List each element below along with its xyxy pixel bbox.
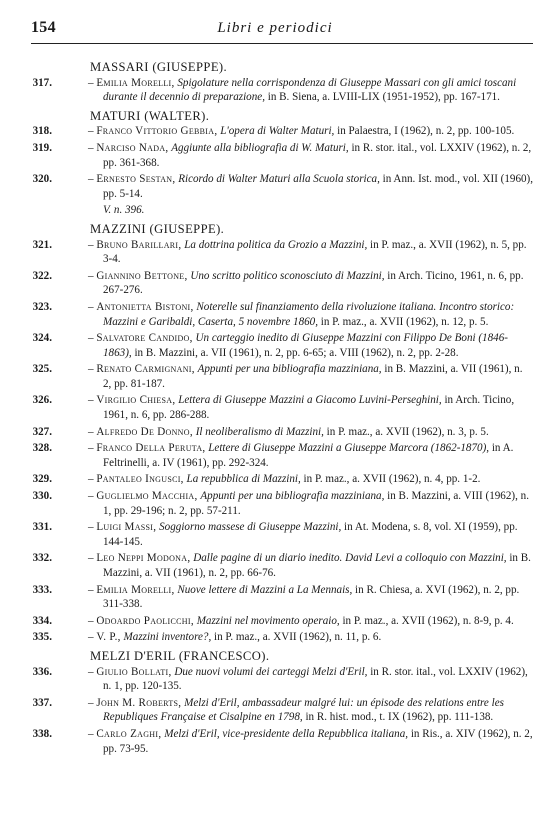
- entry-title: Noterelle sul finanziamento della rivoluzione italiana. Incontro storico: Mazzini e Garibaldi, Caserta, 5 novembre 1860,: [103, 300, 515, 328]
- entry-title: L'opera di Walter Maturi,: [220, 125, 335, 138]
- entry-author: Virgilio Chiesa,: [96, 394, 176, 407]
- entry-source: in Arch. Ticino, 1961, n. 6, pp. 286-288.: [103, 394, 515, 422]
- section-heading: MASSARI (GIUSEPPE).: [90, 60, 228, 74]
- entry-number: 321.: [32, 238, 52, 251]
- page-header: [0, 0, 550, 40]
- entry-author: V. P.,: [96, 631, 121, 644]
- section-heading: MAZZINI (GIUSEPPE).: [90, 221, 225, 236]
- entry-number: 317.: [32, 76, 52, 89]
- entry-title: Dalle pagine di un diario inedito. David Levi a colloquio con Mazzini,: [193, 552, 507, 565]
- entry-title: Lettere di Giuseppe Mazzini a Giuseppe Marcora (1862-1870),: [208, 442, 490, 455]
- bibliography-list: [30, 60, 533, 758]
- entry-source: in B. Mazzini, a. VII (1961), n. 2, pp. 66-76.: [103, 552, 531, 579]
- running-title: Libri e periodici: [217, 20, 333, 36]
- entry-author: Pantaleo Ingusci,: [96, 473, 184, 486]
- entry-title: Spigolature nella corrispondenza di Giuseppe Massari con gli amici toscani durante il decennio di preparazione,: [103, 76, 517, 104]
- entry-number: 322.: [32, 269, 52, 282]
- entry-number: 331.: [32, 521, 52, 534]
- bibliography-entry: 329. – Pantaleo Ingusci, La repubblica di Mazzini, in P. maz., a. XVII (1962), n. 4, pp. 1-2.: [30, 472, 533, 487]
- bibliography-entry: 331. – Luigi Massi, Soggiorno massese di Giuseppe Mazzini, in At. Modena, s. 8, vol. XI (1959), pp. 144-145.: [30, 520, 533, 549]
- entry-number: 334.: [32, 614, 52, 627]
- entry-title: Soggiorno massese di Giuseppe Mazzini,: [159, 521, 342, 534]
- entry-number: 324.: [32, 332, 52, 345]
- entry-source: in Ris., a. XIV (1962), n. 2, pp. 73-95.: [103, 727, 533, 755]
- entry-source: in R. hist. mod., t. IX (1962), pp. 111-138.: [305, 711, 494, 724]
- entry-title: Due nuovi volumi dei carteggi Melzi d'Eril,: [174, 665, 368, 678]
- entry-title: Uno scritto politico sconosciuto di Mazzini,: [190, 269, 385, 282]
- bibliography-entry: 337. – John M. Roberts, Melzi d'Eril, ambassadeur malgré lui: un épisode des relations entre les Republiques Française et Cisalpine en 1798, in R. hist. mod., t. IX (1962), pp. 111-138.: [30, 696, 533, 725]
- entry-author: Odoardo Paolicchi,: [96, 614, 194, 627]
- entry-source: in R. stor. ital., vol. LXXIV (1962), n. 1, pp. 120-135.: [103, 665, 528, 693]
- entry-source: in P. maz., a. XVII (1962), n. 11, p. 6.: [214, 631, 382, 644]
- entry-title: Mazzini nel movimento operaio,: [196, 614, 340, 627]
- entry-author: Bruno Barillari,: [96, 238, 182, 251]
- entry-title: Lettera di Giuseppe Mazzini a Giacomo Luvini-Perseghini,: [178, 394, 442, 407]
- entry-author: Giulio Bollati,: [96, 665, 172, 678]
- entry-author: Leo Neppi Modona,: [96, 552, 191, 565]
- entry-title: Appunti per una bibliografia mazziniana,: [200, 490, 385, 503]
- bibliography-entry: 325. – Renato Carmignani, Appunti per una bibliografia mazziniana, in B. Mazzini, a. VII (1961), n. 2, pp. 81-187.: [30, 362, 533, 391]
- cross-reference-note: V. n. 396.: [103, 204, 145, 217]
- entry-number: 329.: [32, 473, 52, 486]
- entry-source: in P. maz., a. XVII (1962), n. 4, pp. 1-2.: [303, 473, 481, 486]
- entry-source: in R. Chiesa, a. XVI (1962), n. 2, pp. 311-338.: [103, 583, 520, 611]
- entry-number: 335.: [32, 631, 52, 644]
- bibliography-entry: 330. – Guglielmo Macchia, Appunti per una bibliografia mazziniana, in B. Mazzini, a. VIII (1962), n. 1, pp. 29-196; n. 2, pp. 57-211.: [30, 489, 533, 518]
- bibliography-entry: 323. – Antonietta Bistoni, Noterelle sul finanziamento della rivoluzione italiana. Incontro storico: Mazzini e Garibaldi, Caserta, 5 novembre 1860, in P. maz., a. XVII (1962), n. 12, p. 5.: [30, 300, 533, 329]
- entry-author: John M. Roberts,: [96, 696, 182, 709]
- entry-author: Emilia Morelli,: [96, 76, 175, 89]
- entry-title: La repubblica di Mazzini,: [186, 473, 301, 486]
- page-number: 154: [31, 19, 56, 36]
- entry-title: Melzi d'Eril, ambassadeur malgré lui: un épisode des relations entre les Republiques Française et Cisalpine en 1798,: [103, 696, 504, 724]
- entry-number: 318.: [32, 125, 52, 138]
- entry-author: Guglielmo Macchia,: [96, 490, 198, 503]
- entry-source: in B. Siena, a. LVIII-LIX (1951-1952), pp. 167-171.: [267, 91, 500, 104]
- entry-title: La dottrina politica da Grozio a Mazzini,: [184, 238, 368, 251]
- entry-title: Il neoliberalismo di Mazzini,: [195, 425, 324, 438]
- entry-number: 328.: [32, 442, 52, 455]
- entry-source: in P. maz., a. XVII (1962), n. 3, p. 5.: [326, 425, 489, 438]
- bibliography-section: [30, 649, 533, 756]
- entry-title: Aggiunte alla bibliografia di W. Maturi,: [171, 141, 349, 154]
- entry-author: Alfredo De Donno,: [96, 425, 193, 438]
- entry-source: in P. maz., a. XVII (1962), n. 5, pp. 3-4.: [103, 238, 527, 266]
- entry-source: in Palaestra, I (1962), n. 2, pp. 100-105.: [337, 125, 515, 138]
- entry-number: 333.: [32, 583, 52, 596]
- entry-source: in B. Mazzini, a. VII (1961), n. 2, pp. 81-187.: [103, 363, 523, 390]
- entry-author: Narciso Nada,: [96, 141, 169, 154]
- entry-number: 325.: [32, 363, 52, 376]
- section-heading: MELZI D'ERIL (FRANCESCO).: [90, 648, 270, 663]
- entry-source: in B. Mazzini, a. VIII (1962), n. 1, pp. 29-196; n. 2, pp. 57-211.: [103, 490, 529, 517]
- entry-title: Nuove lettere di Mazzini a La Mennais,: [177, 583, 353, 596]
- entry-author: Franco Della Peruta,: [96, 442, 206, 455]
- bibliography-section: [30, 222, 533, 645]
- entry-author: Luigi Massi,: [96, 521, 157, 534]
- entry-number: 319.: [32, 141, 52, 154]
- bibliography-entry: 326. – Virgilio Chiesa, Lettera di Giuseppe Mazzini a Giacomo Luvini-Perseghini, in Arch. Ticino, 1961, n. 6, pp. 286-288.: [30, 393, 533, 422]
- entry-author: Ernesto Sestan,: [96, 173, 176, 186]
- bibliography-entry: 333. – Emilia Morelli, Nuove lettere di Mazzini a La Mennais, in R. Chiesa, a. XVI (1962), n. 2, pp. 311-338.: [30, 583, 533, 612]
- bibliography-entry: 324. – Salvatore Candido, Un carteggio inedito di Giuseppe Mazzini con Filippo De Boni (1846-1863), in B. Mazzini, a. VII (1961), n. 2, pp. 6-65; a. VIII (1962), n. 2, pp. 2-28.: [30, 331, 533, 360]
- bibliography-entry: 332. – Leo Neppi Modona, Dalle pagine di un diario inedito. David Levi a colloquio con Mazzini, in B. Mazzini, a. VII (1961), n. 2, pp. 66-76.: [30, 551, 533, 580]
- entry-title: Melzi d'Eril, vice-presidente della Repubblica italiana,: [164, 727, 409, 740]
- bibliography-entry: 320. – Ernesto Sestan, Ricordo di Walter Maturi alla Scuola storica, in Ann. Ist. mod., vol. XII (1960), pp. 5-14.: [30, 172, 533, 201]
- entry-source: in P. maz., a. XVII (1962), n. 8-9, p. 4.: [342, 614, 514, 627]
- entry-number: 338.: [32, 727, 52, 740]
- header-rule: [31, 43, 533, 44]
- entry-author: Franco Vittorio Gebbia,: [96, 125, 218, 138]
- bibliography-entry: 327. – Alfredo De Donno, Il neoliberalismo di Mazzini, in P. maz., a. XVII (1962), n. 3, p. 5.: [30, 425, 533, 440]
- bibliography-section: [30, 109, 533, 218]
- entry-author: Salvatore Candido,: [96, 332, 193, 345]
- bibliography-entry: 322. – Giannino Bettone, Uno scritto politico sconosciuto di Mazzini, in Arch. Ticino, 1961, n. 6, pp. 267-276.: [30, 269, 533, 298]
- entry-number: 330.: [32, 490, 52, 503]
- bibliography-entry: 334. – Odoardo Paolicchi, Mazzini nel movimento operaio, in P. maz., a. XVII (1962), n. 8-9, p. 4.: [30, 614, 533, 629]
- entry-author: Renato Carmignani,: [96, 363, 195, 376]
- entry-author: Antonietta Bistoni,: [96, 300, 194, 313]
- entry-source: in B. Mazzini, a. VII (1961), n. 2, pp. 6-65; a. VIII (1962), n. 2, pp. 2-28.: [134, 346, 459, 359]
- entry-source: in At. Modena, s. 8, vol. XI (1959), pp. 144-145.: [103, 521, 518, 548]
- bibliography-entry: 319. – Narciso Nada, Aggiunte alla bibliografia di W. Maturi, in R. stor. ital., vol. LXXIV (1962), n. 2, pp. 361-368.: [30, 141, 533, 170]
- bibliography-entry: 321. – Bruno Barillari, La dottrina politica da Grozio a Mazzini, in P. maz., a. XVII (1962), n. 5, pp. 3-4.: [30, 238, 533, 267]
- bibliography-entry: 317. – Emilia Morelli, Spigolature nella corrispondenza di Giuseppe Massari con gli amici toscani durante il decennio di preparazione, in B. Siena, a. LVIII-LIX (1951-1952), pp. 167-171.: [30, 76, 533, 105]
- entry-source: in P. maz., a. XVII (1962), n. 12, p. 5.: [320, 315, 489, 328]
- entry-number: 336.: [32, 665, 52, 678]
- bibliography-entry: 338. – Carlo Zaghi, Melzi d'Eril, vice-presidente della Repubblica italiana, in Ris., a. XIV (1962), n. 2, pp. 73-95.: [30, 727, 533, 756]
- entry-title: Mazzini inventore?,: [123, 631, 212, 644]
- entry-source: in R. stor. ital., vol. LXXIV (1962), n. 2, pp. 361-368.: [103, 141, 532, 169]
- entry-number: 320.: [32, 173, 52, 186]
- entry-source: in Arch. Ticino, 1961, n. 6, pp. 267-276.: [103, 269, 524, 297]
- entry-number: 323.: [32, 300, 52, 313]
- bibliography-entry: 318. – Franco Vittorio Gebbia, L'opera di Walter Maturi, in Palaestra, I (1962), n. 2, pp. 100-105.: [30, 124, 533, 139]
- bibliography-entry: 336. – Giulio Bollati, Due nuovi volumi dei carteggi Melzi d'Eril, in R. stor. ital., vol. LXXIV (1962), n. 1, pp. 120-135.: [30, 665, 533, 694]
- entry-author: Carlo Zaghi,: [96, 727, 162, 740]
- entry-author: Giannino Bettone,: [96, 269, 188, 282]
- bibliography-entry: 335. – V. P., Mazzini inventore?, in P. maz., a. XVII (1962), n. 11, p. 6.: [30, 630, 533, 645]
- entry-title: Appunti per una bibliografia mazziniana,: [197, 363, 382, 376]
- entry-number: 327.: [32, 425, 52, 438]
- entry-number: 337.: [32, 696, 52, 709]
- bibliography-section: [30, 60, 533, 105]
- bibliography-entry: 328. – Franco Della Peruta, Lettere di Giuseppe Mazzini a Giuseppe Marcora (1862-1870), in A. Feltrinelli, a. IV (1961), pp. 292-324.: [30, 441, 533, 470]
- entry-source: in Ann. Ist. mod., vol. XII (1960), pp. 5-14.: [103, 173, 534, 200]
- entry-source: in A. Feltrinelli, a. IV (1961), pp. 292-324.: [103, 442, 514, 469]
- entry-number: 326.: [32, 394, 52, 407]
- entry-title: Un carteggio inedito di Giuseppe Mazzini con Filippo De Boni (1846-1863),: [103, 332, 508, 359]
- entry-title: Ricordo di Walter Maturi alla Scuola storica,: [178, 173, 380, 186]
- section-heading: MATURI (WALTER).: [90, 108, 210, 123]
- entry-number: 332.: [32, 552, 52, 565]
- entry-author: Emilia Morelli,: [96, 583, 175, 596]
